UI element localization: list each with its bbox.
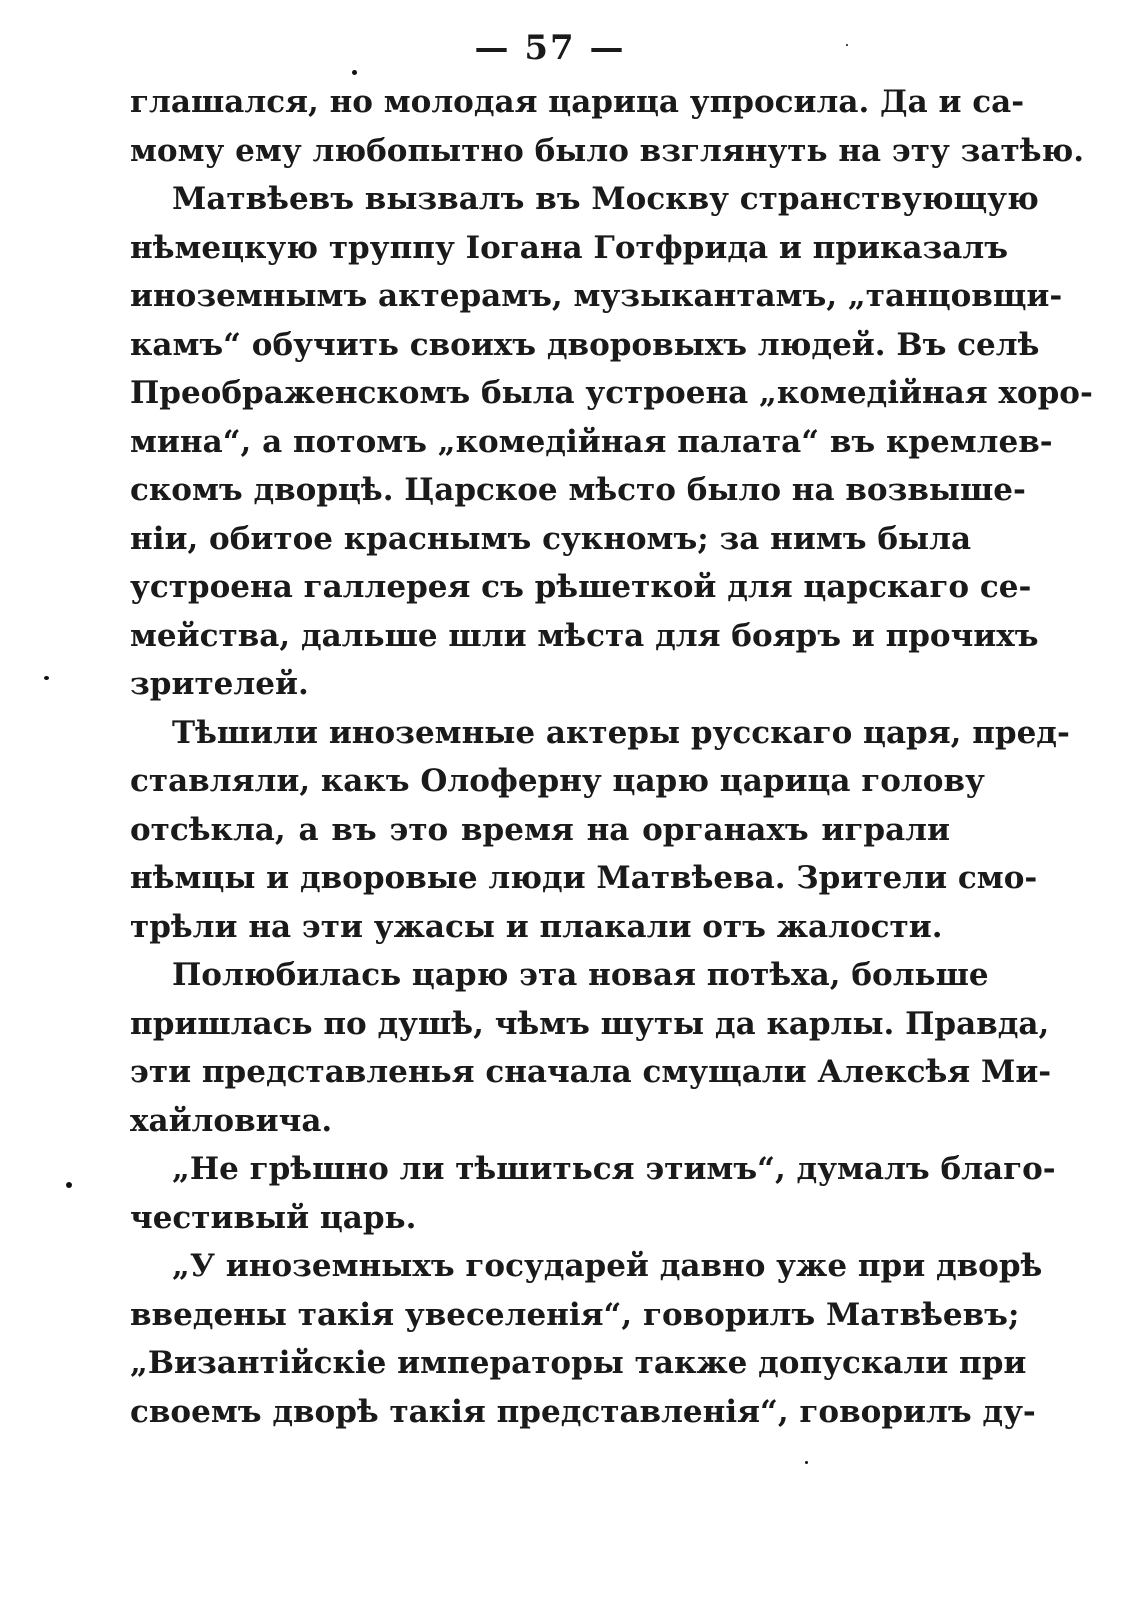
- text-line: иноземнымъ актерамъ, музыкантамъ, „танцовщи-: [130, 278, 1063, 314]
- ink-speck: [805, 1461, 808, 1464]
- paragraph: [130, 709, 1070, 952]
- paragraph: [130, 1145, 1056, 1242]
- text-line: „У иноземныхъ государей давно уже при дворѣ: [172, 1248, 1043, 1284]
- text-line: Преображенскомъ была устроена „комедійная хоро-: [130, 375, 1093, 411]
- text-body: [130, 78, 1093, 1436]
- text-line: зрителей.: [130, 666, 309, 702]
- text-line: нѣмцы и дворовые люди Матвѣева. Зрители смо-: [130, 860, 1038, 896]
- text-line: честивый царь.: [130, 1199, 417, 1236]
- text-line: мина“, а потомъ „комедійная палата“ въ кремлев-: [130, 423, 1053, 460]
- text-line: Полюбилась царю эта новая потѣха, больше: [172, 957, 989, 993]
- text-line: трѣли на эти ужасы и плакали отъ жалости.: [130, 908, 943, 945]
- text-line: эти представленья сначала смущали Алексѣя Ми-: [130, 1054, 1052, 1090]
- text-line: „Византійскіе императоры также допускали при: [130, 1345, 1027, 1381]
- paragraph: [130, 175, 1093, 709]
- text-line: хайловича.: [130, 1102, 333, 1139]
- text-line: отсѣкла, а въ это время на органахъ играли: [130, 811, 950, 848]
- ink-speck: [352, 70, 357, 75]
- text-line: Матвѣевъ вызвалъ въ Москву странствующую: [172, 181, 1039, 217]
- text-line: пришлась по душѣ, чѣмъ шуты да карлы. Правда,: [130, 1005, 1050, 1042]
- text-line: Тѣшили иноземные актеры русскаго царя, пред-: [172, 714, 1070, 751]
- paragraph: [130, 78, 1085, 175]
- text-line: „Не грѣшно ли тѣшиться этимъ“, думалъ благо-: [172, 1151, 1056, 1187]
- text-line: устроена галлерея съ рѣшеткой для царскаго се-: [130, 569, 1032, 605]
- ink-speck: [846, 44, 848, 46]
- text-line: скомъ дворцѣ. Царское мѣсто было на возвыше-: [130, 472, 1026, 508]
- text-line: ставляли, какъ Олоферну царю царица голову: [130, 763, 985, 799]
- text-line: глашался, но молодая царица упросила. Да и са-: [130, 84, 1025, 120]
- ink-speck: [44, 676, 49, 680]
- text-line: мому ему любопытно было взглянуть на эту затѣю.: [130, 132, 1085, 169]
- text-line: ніи, обитое краснымъ сукномъ; за нимъ была: [130, 520, 972, 557]
- paragraph: [130, 951, 1052, 1145]
- ink-speck: [66, 1182, 72, 1188]
- text-line: введены такія увеселенія“, говорилъ Матвѣевъ;: [130, 1296, 1020, 1333]
- text-line: мейства, дальше шли мѣста для бояръ и прочихъ: [130, 617, 1039, 654]
- page-number: — 57 —: [474, 28, 626, 68]
- paragraph: [130, 1242, 1043, 1436]
- text-line: нѣмецкую труппу Іогана Готфрида и приказалъ: [130, 229, 1009, 266]
- text-line: камъ“ обучить своихъ дворовыхъ людей. Въ селѣ: [130, 326, 1040, 363]
- text-line: своемъ дворѣ такія представленія“, говорилъ ду-: [130, 1393, 1036, 1430]
